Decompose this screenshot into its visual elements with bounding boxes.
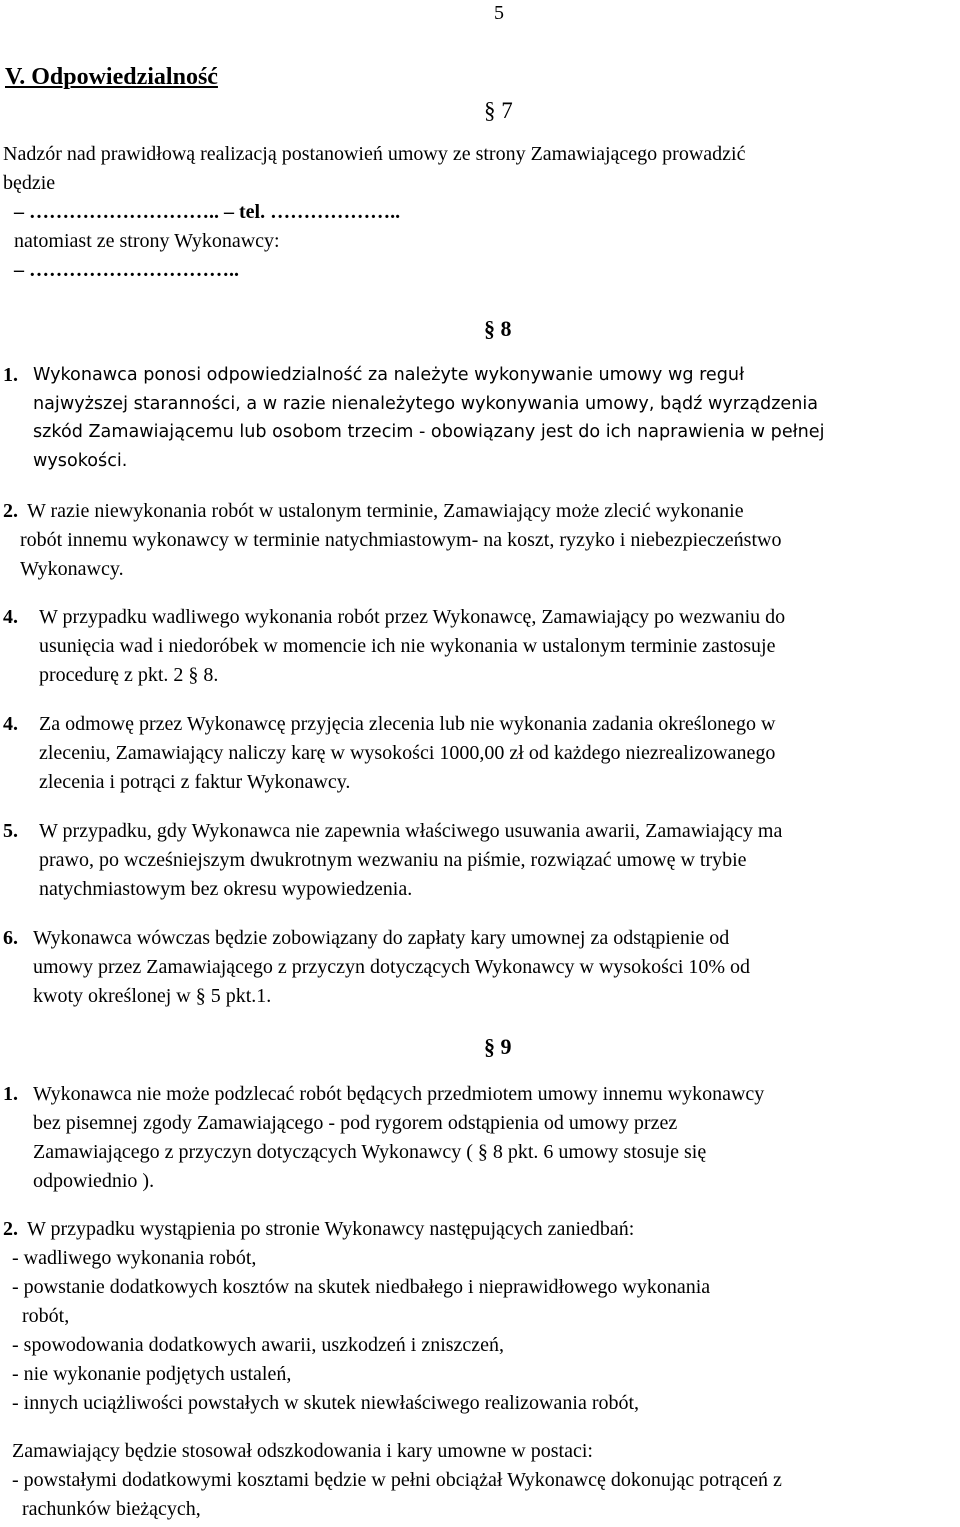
s8-p1-line-1: Wykonawca ponosi odpowiedzialność za należyte wykonywanie umowy wg reguł — [33, 365, 745, 385]
s8-p2-line-1: W razie niewykonania robót w ustalonym terminie, Zamawiający może zlecić wykonanie — [27, 500, 744, 522]
s9-p2-intro: W przypadku wystąpienia po stronie Wykonawcy następujących zaniedbań: — [27, 1218, 635, 1240]
s8-p5-line-3: natychmiastowym bez okresu wypowiedzenia. — [39, 878, 413, 900]
s8-p1-line-4: wysokości. — [33, 451, 128, 471]
s7-contractor-line: – ………………………….. — [14, 259, 239, 281]
s8-p4-line-2: zleceniu, Zamawiający naliczy karę w wysokości 1000,00 zł od każdego niezrealizowanego — [39, 742, 776, 764]
s8-p5-line-2: prawo, po wcześniejszym dwukrotnym wezwaniu na piśmie, rozwiązać umowę w trybie — [39, 849, 747, 871]
s8-p1-number: 1. — [3, 364, 18, 386]
s8-p4-number: 4. — [3, 713, 18, 735]
section-title: V. Odpowiedzialność — [5, 64, 218, 90]
s9-p1-line-2: bez pisemnej zgody Zamawiającego - pod rygorem odstąpienia od umowy przez — [33, 1112, 678, 1134]
s8-p3-number: 4. — [3, 606, 18, 628]
paragraph-8-label: § 8 — [484, 316, 512, 341]
s8-p6-number: 6. — [3, 927, 18, 949]
s8-p5-number: 5. — [3, 820, 18, 842]
s9-p1-line-3: Zamawiającego z przyczyn dotyczących Wykonawcy ( § 8 pkt. 6 umowy stosuje się — [33, 1141, 707, 1163]
s9-p1-number: 1. — [3, 1083, 18, 1105]
page-number: 5 — [494, 2, 504, 24]
s9-p2-item: - nie wykonanie podjętych ustaleń, — [12, 1363, 292, 1385]
s8-p2-line-3: Wykonawcy. — [20, 558, 124, 580]
s9-p2-item: robót, — [12, 1305, 70, 1327]
s8-p6-line-3: kwoty określonej w § 5 pkt.1. — [33, 985, 272, 1007]
s9-p2-item: - powstanie dodatkowych kosztów na skutek niedbałego i nieprawidłowego wykonania — [12, 1276, 711, 1298]
s8-p6-line-1: Wykonawca wówczas będzie zobowiązany do zapłaty kary umownej za odstąpienie od — [33, 927, 730, 949]
s7-line-2: będzie — [3, 172, 56, 194]
s9-p2-item: - spowodowania dodatkowych awarii, uszkodzeń i zniszczeń, — [12, 1334, 505, 1356]
s8-p4-line-1: Za odmowę przez Wykonawcę przyjęcia zlecenia lub nie wykonania zadania określonego w — [39, 713, 776, 735]
s9-p2-item: - wadliwego wykonania robót, — [12, 1247, 257, 1269]
s9-p1-line-1: Wykonawca nie może podzlecać robót będących przedmiotem umowy innemu wykonawcy — [33, 1083, 765, 1105]
s8-p1-line-2: najwyższej staranności, a w razie nienależytego wykonywania umowy, bądź wyrządzenia — [33, 394, 819, 414]
s8-p1-line-3: szkód Zamawiającemu lub osobom trzecim - obowiązany jest do ich naprawienia w pełnej — [33, 422, 825, 442]
s8-p2-line-2: robót innemu wykonawcy w terminie natychmiastowym- na koszt, ryzyko i niebezpieczeństwo — [20, 529, 782, 551]
s8-p3-line-1: W przypadku wadliwego wykonania robót przez Wykonawcę, Zamawiający po wezwaniu do — [39, 606, 786, 628]
paragraph-9-label: § 9 — [484, 1034, 512, 1059]
penalties-item: rachunków bieżących, — [12, 1498, 201, 1520]
s7-contact-line: – ……………………….. – tel. ……………….. — [14, 201, 401, 223]
penalties-item: - powstałymi dodatkowymi kosztami będzie w pełni obciążał Wykonawcę dokonując potrąceń z — [12, 1469, 782, 1491]
paragraph-7-label: § 7 — [484, 98, 513, 123]
penalties-intro: Zamawiający będzie stosował odszkodowania i kary umowne w postaci: — [12, 1440, 593, 1462]
s9-p2-number: 2. — [3, 1218, 18, 1240]
s7-line-1: Nadzór nad prawidłową realizacją postanowień umowy ze strony Zamawiającego prowadzić — [3, 143, 746, 165]
s8-p3-line-2: usunięcia wad i niedoróbek w momencie ich nie wykonania w ustalonym terminie zastosuje — [39, 635, 776, 657]
s8-p3-line-3: procedurę z pkt. 2 § 8. — [39, 664, 219, 686]
s9-p1-line-4: odpowiednio ). — [33, 1170, 155, 1192]
s7-line-4: natomiast ze strony Wykonawcy: — [14, 230, 280, 252]
s8-p6-line-2: umowy przez Zamawiającego z przyczyn dotyczących Wykonawcy w wysokości 10% od — [33, 956, 751, 978]
s9-p2-item: - innych uciążliwości powstałych w skutek niewłaściwego realizowania robót, — [12, 1392, 640, 1414]
s8-p2-number: 2. — [3, 500, 18, 522]
s8-p5-line-1: W przypadku, gdy Wykonawca nie zapewnia właściwego usuwania awarii, Zamawiający ma — [39, 820, 783, 842]
s8-p4-line-3: zlecenia i potrąci z faktur Wykonawcy. — [39, 771, 351, 793]
